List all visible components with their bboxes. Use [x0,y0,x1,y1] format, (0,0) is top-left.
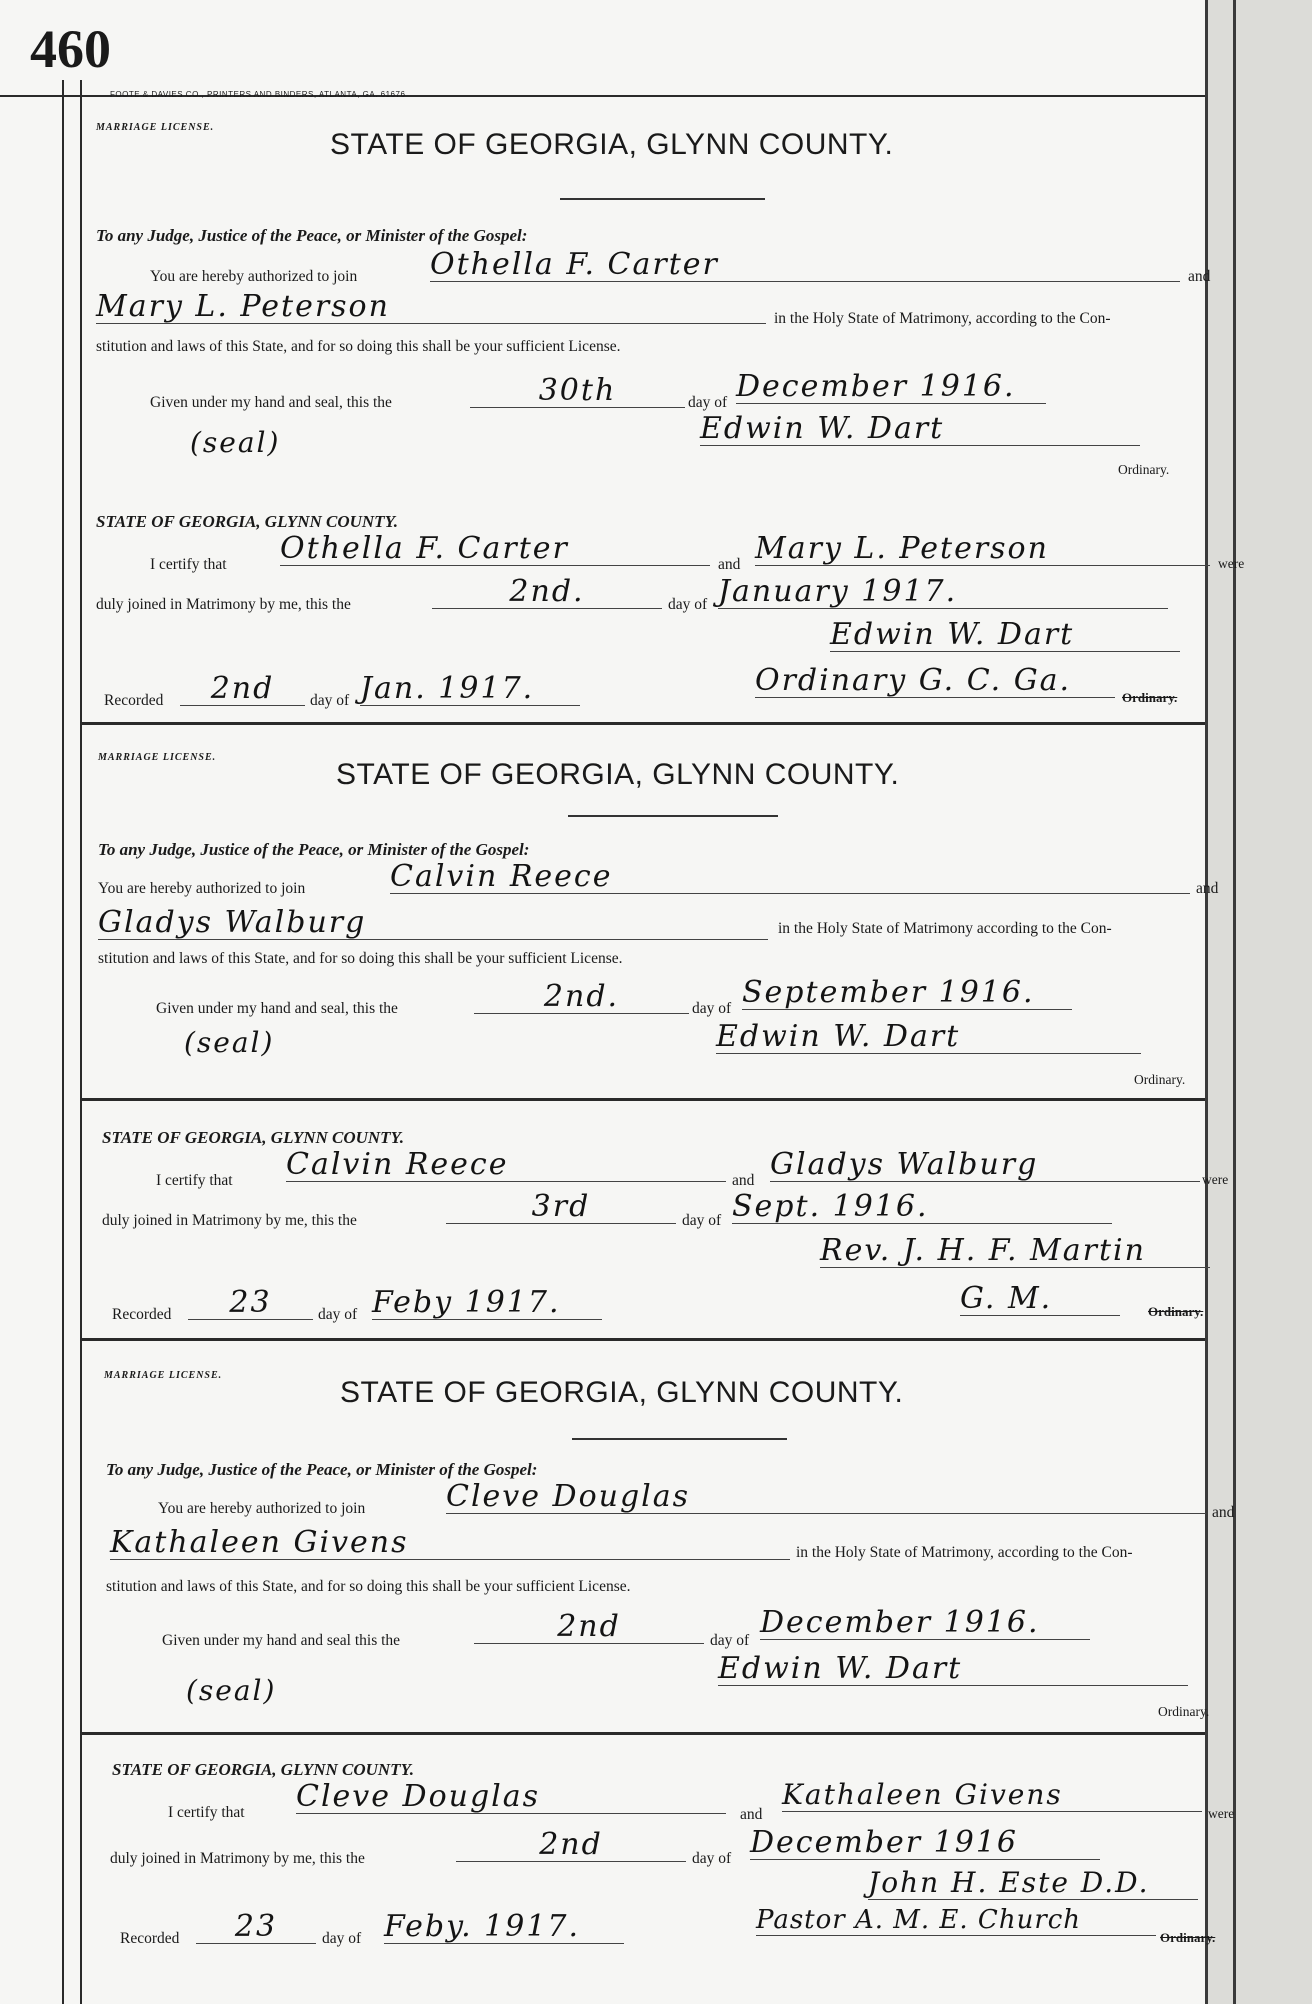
recorded-signature: G. M. [960,1282,1120,1316]
license-month-year: September 1916. [742,976,1072,1010]
license-day: 2nd [474,1610,704,1644]
cert-groom-name: Cleve Douglas [296,1780,726,1814]
section-divider [82,1732,1205,1735]
authorize-text: You are hereby authorized to join [158,1500,366,1517]
recorded-ordinary-label: Ordinary. [1148,1304,1204,1319]
license-heading: STATE OF GEORGIA, GLYNN COUNTY. [340,1376,904,1409]
recorded-month-year: Jan. 1917. [360,672,580,706]
greeting: To any Judge, Justice of the Peace, or Minister of the Gospel: [98,840,530,859]
and-word: and [1188,268,1211,285]
recorded-month-year: Feby 1917. [372,1286,602,1320]
cert-and-word: and [732,1172,755,1189]
married-day-of-text: day of [682,1212,722,1229]
groom-name: Othella F. Carter [430,248,1180,282]
day-of-text: day of [710,1632,750,1649]
ordinary-label: Ordinary. [1134,1072,1186,1087]
were-text: were [1218,556,1245,571]
joined-text: duly joined in Matrimony by me, this the [102,1212,357,1229]
ordinary-signature: Edwin W. Dart [700,412,1140,446]
margin-rule [62,80,64,2004]
recorded-text: Recorded [120,1930,180,1947]
constitution-text: stitution and laws of this State, and for so doing this shall be your sufficient License. [106,1578,631,1595]
recorded-day-of-text: day of [318,1306,358,1323]
margin-rule [80,80,82,2004]
page-number: 460 [30,19,111,79]
married-day: 2nd. [432,575,662,609]
recorded-signature: Pastor A. M. E. Church [756,1906,1156,1936]
certify-text: I certify that [168,1804,245,1821]
officiant-signature: John H. Este D.D. [868,1868,1198,1900]
officiant-signature: Rev. J. H. F. Martin [820,1234,1210,1268]
married-month-year: December 1916 [750,1826,1100,1860]
adjacent-page-edge [1205,0,1312,2004]
married-day-of-text: day of [668,596,708,613]
married-day-of-text: day of [692,1850,732,1867]
recorded-day: 23 [196,1910,316,1944]
were-text: were [1208,1806,1235,1821]
groom-name: Calvin Reece [390,860,1190,894]
printer-imprint: FOOTE & DAVIES CO., PRINTERS AND BINDERS, ATLANTA, GA. 61676 [110,90,406,99]
cert-groom-name: Calvin Reece [286,1148,726,1182]
recorded-day: 23 [188,1286,313,1320]
license-month-year: December 1916. [736,370,1046,404]
officiant-signature: Edwin W. Dart [830,618,1180,652]
license-label: MARRIAGE LICENSE. [98,752,217,763]
license-heading: STATE OF GEORGIA, GLYNN COUNTY. [330,128,894,161]
certificate-heading: STATE OF GEORGIA, GLYNN COUNTY. [112,1760,414,1779]
seal: (seal) [186,1674,277,1707]
given-text: Given under my hand and seal, this the [156,1000,398,1017]
certificate-heading: STATE OF GEORGIA, GLYNN COUNTY. [102,1128,404,1147]
married-month-year: January 1917. [718,575,1168,609]
greeting: To any Judge, Justice of the Peace, or Minister of the Gospel: [96,226,528,245]
day-of-text: day of [688,394,728,411]
recorded-ordinary-label: Ordinary. [1160,1930,1216,1945]
ordinary-label: Ordinary. [1118,462,1170,477]
certify-text: I certify that [150,556,227,573]
record-divider [82,722,1205,725]
recorded-ordinary-label: Ordinary. [1122,690,1178,705]
recorded-month-year: Feby. 1917. [384,1910,624,1944]
license-month-year: December 1916. [760,1606,1090,1640]
holy-state-text: in the Holy State of Matrimony, according to the Con- [796,1544,1133,1561]
ordinary-signature: Edwin W. Dart [718,1652,1188,1686]
holy-state-text: in the Holy State of Matrimony according to the Con- [778,920,1112,937]
married-day: 2nd [456,1828,686,1862]
license-day: 30th [470,374,685,408]
record-divider [82,1338,1205,1341]
greeting: To any Judge, Justice of the Peace, or Minister of the Gospel: [106,1460,538,1479]
cert-and-word: and [740,1806,763,1823]
recorded-day: 2nd [180,672,305,706]
constitution-text: stitution and laws of this State, and for so doing this shall be your sufficient License. [96,338,621,355]
holy-state-text: in the Holy State of Matrimony, according to the Con- [774,310,1111,327]
married-day: 3rd [446,1190,676,1224]
and-word: and [1212,1504,1235,1521]
were-text: were [1202,1172,1229,1187]
groom-name: Cleve Douglas [446,1480,1206,1514]
authorize-text: You are hereby authorized to join [98,880,306,897]
joined-text: duly joined in Matrimony by me, this the [96,596,351,613]
bride-name: Kathaleen Givens [110,1526,790,1560]
license-heading: STATE OF GEORGIA, GLYNN COUNTY. [336,758,900,791]
joined-text: duly joined in Matrimony by me, this the [110,1850,365,1867]
recorded-text: Recorded [104,692,164,709]
cert-bride-name: Mary L. Peterson [755,532,1210,566]
authorize-text: You are hereby authorized to join [150,268,358,285]
recorded-day-of-text: day of [322,1930,362,1947]
bride-name: Gladys Walburg [98,906,768,940]
seal: (seal) [190,426,281,459]
bride-name: Mary L. Peterson [96,290,766,324]
cert-bride-name: Kathaleen Givens [782,1780,1202,1812]
license-day: 2nd. [474,980,689,1014]
certify-text: I certify that [156,1172,233,1189]
given-text: Given under my hand and seal, this the [150,394,392,411]
license-label: MARRIAGE LICENSE. [96,122,215,133]
cert-bride-name: Gladys Walburg [770,1148,1200,1182]
and-word: and [1196,880,1219,897]
given-text: Given under my hand and seal this the [162,1632,401,1649]
ordinary-signature: Edwin W. Dart [716,1020,1141,1054]
day-of-text: day of [692,1000,732,1017]
recorded-day-of-text: day of [310,692,350,709]
ordinary-label: Ordinary. [1158,1704,1210,1719]
license-label: MARRIAGE LICENSE. [104,1370,223,1381]
recorded-text: Recorded [112,1306,172,1323]
certificate-heading: STATE OF GEORGIA, GLYNN COUNTY. [96,512,398,531]
cert-groom-name: Othella F. Carter [280,532,710,566]
recorded-signature: Ordinary G. C. Ga. [755,664,1115,698]
seal: (seal) [184,1026,275,1059]
married-month-year: Sept. 1916. [732,1190,1112,1224]
constitution-text: stitution and laws of this State, and for so doing this shall be your sufficient License. [98,950,623,967]
section-divider [82,1098,1205,1101]
cert-and-word: and [718,556,741,573]
